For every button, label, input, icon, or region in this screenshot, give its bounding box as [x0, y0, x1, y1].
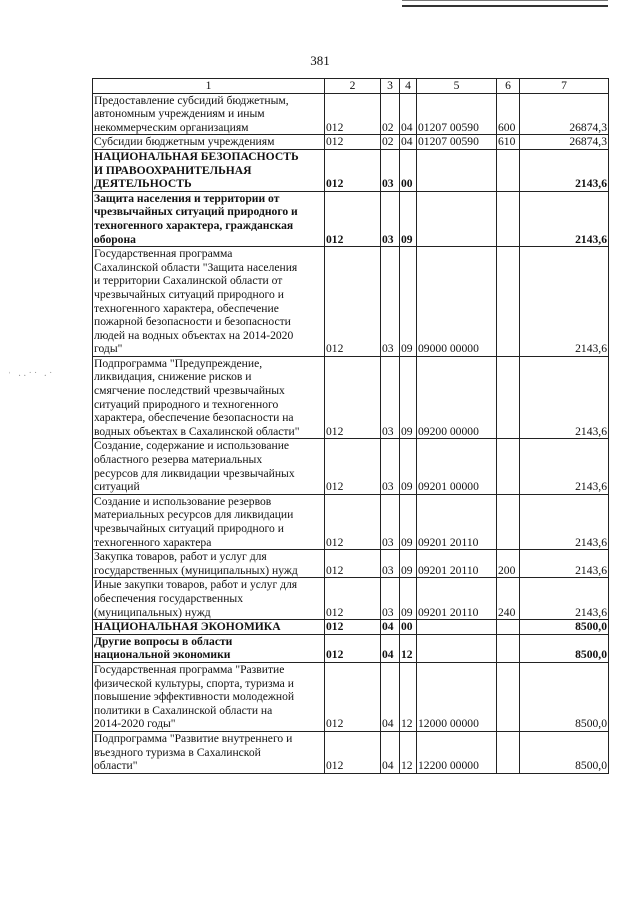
row-section-cell: 04: [381, 731, 400, 773]
row-target-article-cell: 09000 00000: [417, 247, 497, 357]
table-row: [93, 494, 609, 549]
row-subsection-cell: 09: [400, 191, 417, 246]
row-amount-cell: 2143,6: [520, 247, 609, 357]
scan-marks: ˈ ··˙˙ ·˙: [8, 371, 55, 382]
row-name-cell: Государственная программа Сахалинской области "Защита населения и территории Сахалинской области от чрезвычайных ситуаций природного и техногенного характера, обеспечение пожарной безопасности и безопасности людей на водных объектах на 2014-2020 годы": [93, 247, 325, 357]
budget-table: [92, 78, 609, 774]
row-expense-type-cell: 610: [497, 135, 520, 150]
row-ministry-code-cell: 012: [325, 550, 381, 578]
row-expense-type-cell: 600: [497, 93, 520, 135]
row-subsection-cell: 12: [400, 634, 417, 662]
row-name-cell: НАЦИОНАЛЬНАЯ ЭКОНОМИКА: [93, 620, 325, 635]
row-subsection-cell: 12: [400, 731, 417, 773]
header-col-4: 4: [400, 79, 417, 94]
row-name-cell: Подпрограмма "Предупреждение, ликвидация, снижение рисков и смягчение последствий чрезвычайных ситуаций природного и техногенного характера, обеспечение безопасности на водных объектах в Сахалинской области": [93, 356, 325, 439]
top-edge-mark: [402, 0, 608, 7]
header-row: [93, 79, 609, 94]
row-section-cell: 03: [381, 550, 400, 578]
row-subsection-cell: 09: [400, 494, 417, 549]
row-section-cell: 03: [381, 494, 400, 549]
row-target-article-cell: 09201 20110: [417, 550, 497, 578]
table-body: [93, 93, 609, 773]
row-amount-cell: 8500,0: [520, 662, 609, 731]
row-target-article-cell: [417, 191, 497, 246]
row-amount-cell: 2143,6: [520, 149, 609, 191]
row-expense-type-cell: [497, 731, 520, 773]
row-target-article-cell: 09200 00000: [417, 356, 497, 439]
row-expense-type-cell: [497, 247, 520, 357]
row-target-article-cell: 12200 00000: [417, 731, 497, 773]
row-amount-cell: 2143,6: [520, 578, 609, 620]
table-row: [93, 356, 609, 439]
header-col-5: 5: [417, 79, 497, 94]
row-expense-type-cell: [497, 620, 520, 635]
row-name-cell: Закупка товаров, работ и услуг для государственных (муниципальных) нужд: [93, 550, 325, 578]
header-col-6: 6: [497, 79, 520, 94]
row-subsection-cell: 04: [400, 93, 417, 135]
row-target-article-cell: [417, 634, 497, 662]
row-ministry-code-cell: 012: [325, 620, 381, 635]
row-target-article-cell: 01207 00590: [417, 93, 497, 135]
row-target-article-cell: [417, 620, 497, 635]
row-subsection-cell: 09: [400, 550, 417, 578]
row-section-cell: 03: [381, 578, 400, 620]
row-section-cell: 03: [381, 191, 400, 246]
row-expense-type-cell: [497, 634, 520, 662]
row-subsection-cell: 09: [400, 439, 417, 494]
row-section-cell: 04: [381, 662, 400, 731]
row-amount-cell: 2143,6: [520, 550, 609, 578]
row-amount-cell: 8500,0: [520, 620, 609, 635]
page-number: 381: [310, 53, 330, 68]
row-expense-type-cell: 240: [497, 578, 520, 620]
row-name-cell: Подпрограмма "Развитие внутреннего и въездного туризма в Сахалинской области": [93, 731, 325, 773]
table-row: [93, 135, 609, 150]
table-row: [93, 662, 609, 731]
row-subsection-cell: 04: [400, 135, 417, 150]
row-target-article-cell: 09201 00000: [417, 439, 497, 494]
row-ministry-code-cell: 012: [325, 247, 381, 357]
row-amount-cell: 2143,6: [520, 494, 609, 549]
row-target-article-cell: 09201 20110: [417, 494, 497, 549]
row-ministry-code-cell: 012: [325, 634, 381, 662]
row-expense-type-cell: [497, 494, 520, 549]
row-name-cell: Субсидии бюджетным учреждениям: [93, 135, 325, 150]
table-row: [93, 550, 609, 578]
row-subsection-cell: 12: [400, 662, 417, 731]
row-section-cell: 02: [381, 135, 400, 150]
row-target-article-cell: [417, 149, 497, 191]
row-amount-cell: 2143,6: [520, 356, 609, 439]
row-ministry-code-cell: 012: [325, 662, 381, 731]
row-name-cell: Защита населения и территории от чрезвычайных ситуаций природного и техногенного характера, гражданская оборона: [93, 191, 325, 246]
row-expense-type-cell: [497, 356, 520, 439]
row-ministry-code-cell: 012: [325, 731, 381, 773]
row-name-cell: Другие вопросы в области национальной экономики: [93, 634, 325, 662]
row-section-cell: 03: [381, 356, 400, 439]
row-ministry-code-cell: 012: [325, 191, 381, 246]
table-row: [93, 578, 609, 620]
row-amount-cell: 2143,6: [520, 439, 609, 494]
row-name-cell: Государственная программа "Развитие физической культуры, спорта, туризма и повышение эффективности молодежной политики в Сахалинской области на 2014-2020 годы": [93, 662, 325, 731]
row-ministry-code-cell: 012: [325, 93, 381, 135]
row-subsection-cell: 09: [400, 247, 417, 357]
row-target-article-cell: 01207 00590: [417, 135, 497, 150]
row-section-cell: 02: [381, 93, 400, 135]
row-amount-cell: 26874,3: [520, 93, 609, 135]
table-row: [93, 620, 609, 635]
row-amount-cell: 8500,0: [520, 634, 609, 662]
row-name-cell: НАЦИОНАЛЬНАЯ БЕЗОПАСНОСТЬ И ПРАВООХРАНИТЕЛЬНАЯ ДЕЯТЕЛЬНОСТЬ: [93, 149, 325, 191]
row-section-cell: 03: [381, 439, 400, 494]
table-row: [93, 191, 609, 246]
row-ministry-code-cell: 012: [325, 439, 381, 494]
row-subsection-cell: 09: [400, 356, 417, 439]
row-expense-type-cell: [497, 149, 520, 191]
row-ministry-code-cell: 012: [325, 149, 381, 191]
header-col-1: 1: [93, 79, 325, 94]
row-subsection-cell: 00: [400, 149, 417, 191]
row-target-article-cell: 09201 20110: [417, 578, 497, 620]
row-section-cell: 03: [381, 247, 400, 357]
row-expense-type-cell: [497, 191, 520, 246]
table-row: [93, 247, 609, 357]
row-section-cell: 04: [381, 634, 400, 662]
table-row: [93, 93, 609, 135]
table-row: [93, 149, 609, 191]
row-ministry-code-cell: 012: [325, 494, 381, 549]
row-ministry-code-cell: 012: [325, 578, 381, 620]
row-expense-type-cell: 200: [497, 550, 520, 578]
row-expense-type-cell: [497, 662, 520, 731]
header-col-3: 3: [381, 79, 400, 94]
row-amount-cell: 26874,3: [520, 135, 609, 150]
row-ministry-code-cell: 012: [325, 356, 381, 439]
row-name-cell: Создание, содержание и использование областного резерва материальных ресурсов для ликвидации чрезвычайных ситуаций: [93, 439, 325, 494]
row-name-cell: Предоставление субсидий бюджетным, автономным учреждениям и иным некоммерческим организациям: [93, 93, 325, 135]
row-section-cell: 03: [381, 149, 400, 191]
row-subsection-cell: 00: [400, 620, 417, 635]
table-row: [93, 731, 609, 773]
row-amount-cell: 8500,0: [520, 731, 609, 773]
row-amount-cell: 2143,6: [520, 191, 609, 246]
table-row: [93, 439, 609, 494]
header-col-7: 7: [520, 79, 609, 94]
row-name-cell: Создание и использование резервов материальных ресурсов для ликвидации чрезвычайных ситуаций природного и техногенного характера: [93, 494, 325, 549]
row-subsection-cell: 09: [400, 578, 417, 620]
table-row: [93, 634, 609, 662]
row-name-cell: Иные закупки товаров, работ и услуг для обеспечения государственных (муниципальных) нужд: [93, 578, 325, 620]
row-ministry-code-cell: 012: [325, 135, 381, 150]
row-expense-type-cell: [497, 439, 520, 494]
row-target-article-cell: 12000 00000: [417, 662, 497, 731]
header-col-2: 2: [325, 79, 381, 94]
row-section-cell: 04: [381, 620, 400, 635]
